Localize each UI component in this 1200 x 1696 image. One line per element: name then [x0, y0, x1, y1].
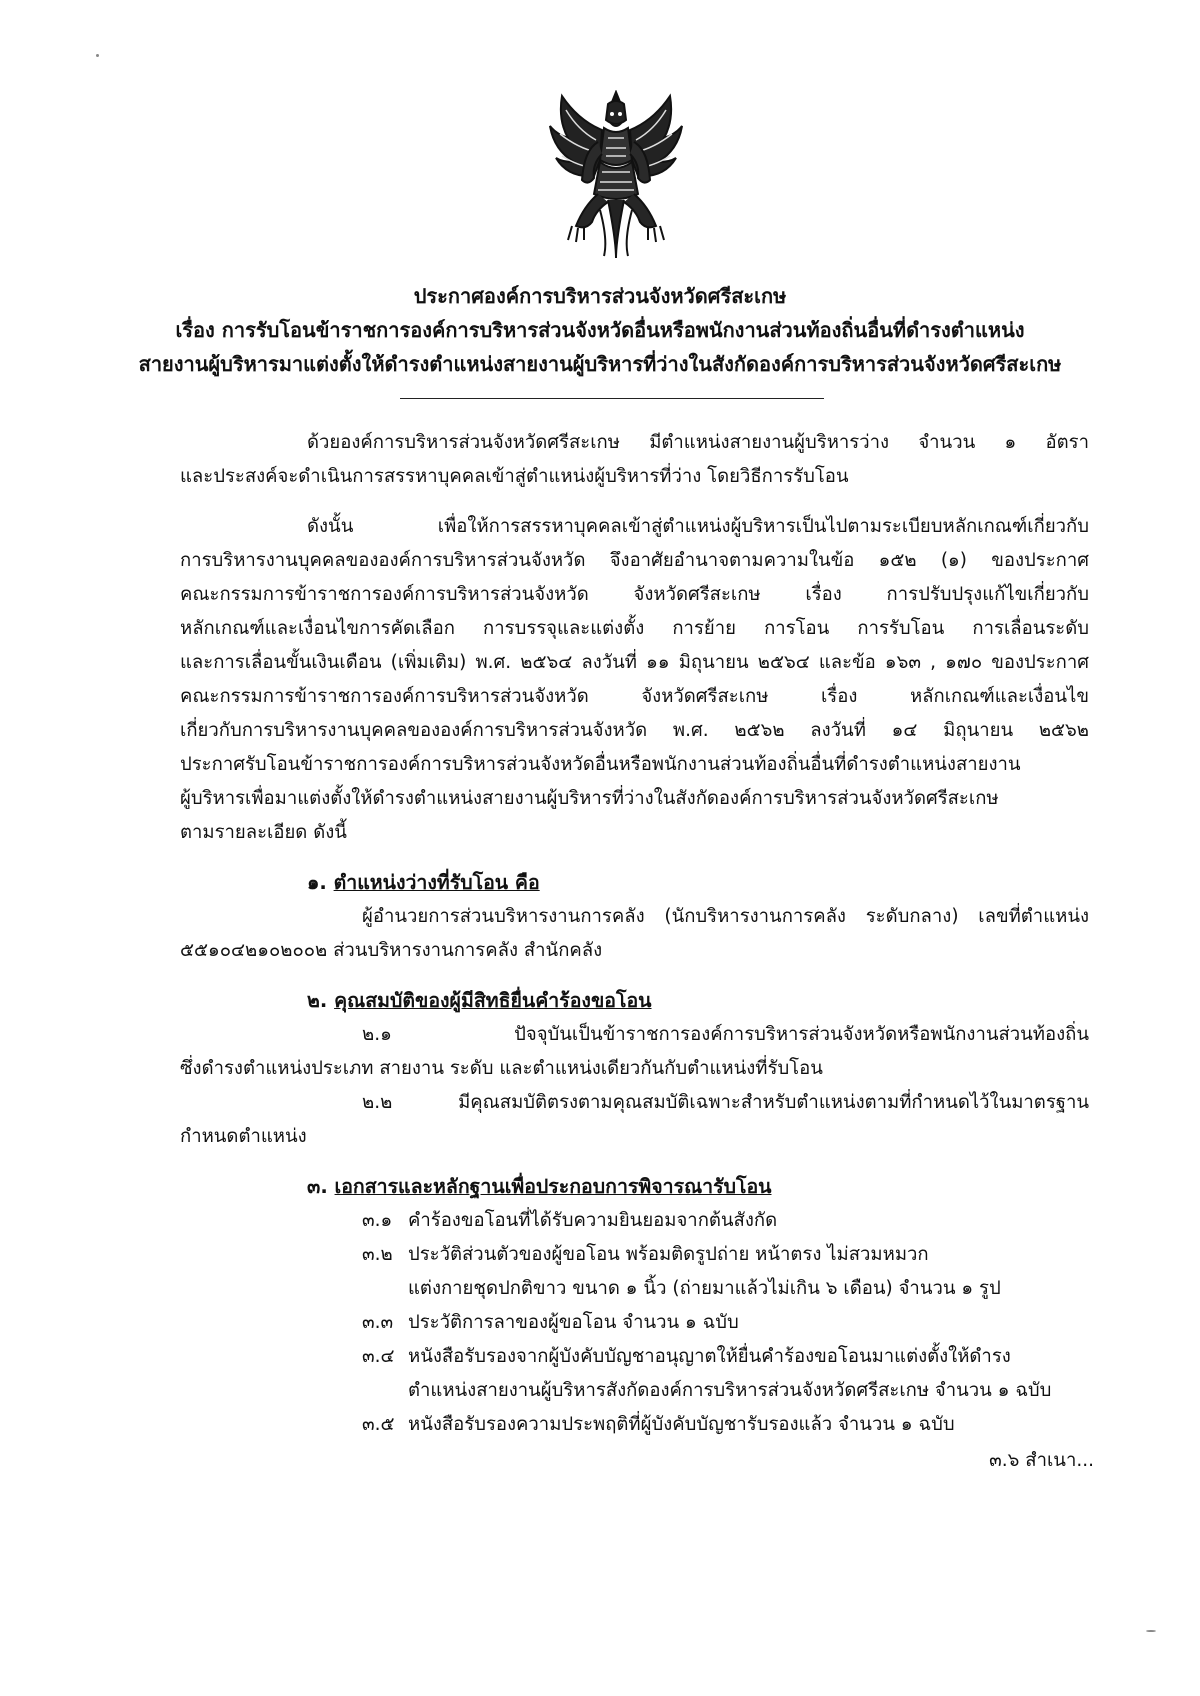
doc-item-text: ตำแหน่งสายงานผู้บริหารสังกัดองค์การบริหารส่วนจังหวัดศรีสะเกษ จำนวน ๑ ฉบับ	[408, 1380, 1052, 1401]
body-line: ตามรายละเอียด ดังนี้	[180, 822, 347, 843]
section-2-item-line: กำหนดตำแหน่ง	[180, 1126, 307, 1147]
doc-item-text: คำร้องขอโอนที่ได้รับความยินยอมจากต้นสังกัด	[408, 1210, 778, 1231]
body-line: ดังนั้น เพื่อให้การสรรหาบุคคลเข้าสู่ตำแหน่งผู้บริหารเป็นไปตามระเบียบหลักเกณฑ์เกี่ยวกับ	[307, 516, 1089, 537]
scan-speck	[96, 54, 99, 57]
body-line: ผู้บริหารเพื่อมาแต่งตั้งให้ดำรงตำแหน่งสายงานผู้บริหารที่ว่างในสังกัดองค์การบริหารส่วนจังหวัดศรีสะเกษ	[180, 788, 999, 809]
section-3-heading	[307, 1170, 772, 1204]
section-title: ตำแหน่งว่างที่รับโอน คือ	[333, 871, 540, 894]
body-line: หลักเกณฑ์และเงื่อนไขการคัดเลือก การบรรจุและแต่งตั้ง การย้าย การโอน การรับโอน การเลื่อนระดับ	[180, 618, 1089, 639]
section-2-item-line: ๒.๒ มีคุณสมบัติตรงตามคุณสมบัติเฉพาะสำหรับตำแหน่งตามที่กำหนดไว้ในมาตรฐาน	[362, 1092, 1089, 1113]
announcement-title: ประกาศองค์การบริหารส่วนจังหวัดศรีสะเกษ	[413, 284, 787, 308]
header-divider	[400, 398, 824, 399]
section-1-line: ๕๕๑๐๔๒๑๐๒๐๐๒ ส่วนบริหารงานการคลัง สำนักคลัง	[180, 940, 603, 961]
body-line: คณะกรรมการข้าราชการองค์การบริหารส่วนจังหวัด จังหวัดศรีสะเกษ เรื่อง หลักเกณฑ์และเงื่อนไข	[180, 686, 1089, 707]
section-title: เอกสารและหลักฐานเพื่อประกอบการพิจารณารับโอน	[334, 1175, 772, 1198]
section-number: ๒.	[307, 989, 328, 1012]
subject-line-2: สายงานผู้บริหารมาแต่งตั้งให้ดำรงตำแหน่งสายงานผู้บริหารที่ว่างในสังกัดองค์การบริหารส่วนจังหวัดศรีสะเกษ	[138, 352, 1062, 376]
doc-item-number: ๓.๔	[362, 1346, 395, 1367]
scan-speck	[1146, 1630, 1156, 1632]
section-2-item-line: ซึ่งดำรงตำแหน่งประเภท สายงาน ระดับ และตำแหน่งเดียวกันกับตำแหน่งที่รับโอน	[180, 1058, 823, 1079]
section-number: ๓.	[307, 1175, 328, 1198]
doc-item-number: ๓.๑	[362, 1210, 393, 1231]
doc-item-text: ประวัติการลาของผู้ขอโอน จำนวน ๑ ฉบับ	[408, 1312, 739, 1333]
doc-item-number: ๓.๒	[362, 1244, 393, 1265]
doc-item-text: ประวัติส่วนตัวของผู้ขอโอน พร้อมติดรูปถ่าย หน้าตรง ไม่สวมหมวก	[408, 1244, 929, 1265]
doc-item-text: แต่งกายชุดปกติขาว ขนาด ๑ นิ้ว (ถ่ายมาแล้วไม่เกิน ๖ เดือน) จำนวน ๑ รูป	[408, 1278, 1001, 1299]
section-1-line: ผู้อำนวยการส่วนบริหารงานการคลัง (นักบริหารงานการคลัง ระดับกลาง) เลขที่ตำแหน่ง	[362, 906, 1089, 927]
section-1-heading	[307, 866, 540, 900]
body-line: และการเลื่อนขั้นเงินเดือน (เพิ่มเติม) พ.ศ. ๒๕๖๔ ลงวันที่ ๑๑ มิถุนายน ๒๕๖๔ และข้อ ๑๖๓ , ๑๗๐ ของประกาศ	[180, 652, 1089, 673]
continuation-marker: ๓.๖ สำเนา...	[989, 1450, 1094, 1471]
doc-item-number: ๓.๕	[362, 1414, 395, 1435]
body-line: เกี่ยวกับการบริหารงานบุคคลขององค์การบริหารส่วนจังหวัด พ.ศ. ๒๕๖๒ ลงวันที่ ๑๔ มิถุนายน ๒๕๖๒	[180, 720, 1089, 741]
section-2-heading	[307, 984, 652, 1018]
doc-item-text: หนังสือรับรองจากผู้บังคับบัญชาอนุญาตให้ยื่นคำร้องขอโอนมาแต่งตั้งให้ดำรง	[408, 1346, 1011, 1367]
section-number: ๑.	[307, 871, 327, 894]
section-title: คุณสมบัติของผู้มีสิทธิยื่นคำร้องขอโอน	[334, 989, 652, 1012]
garuda-emblem-icon	[548, 90, 684, 262]
body-line: การบริหารงานบุคคลขององค์การบริหารส่วนจังหวัด จึงอาศัยอำนาจตามความในข้อ ๑๕๒ (๑) ของประกาศ	[180, 550, 1089, 571]
doc-item-number: ๓.๓	[362, 1312, 394, 1333]
body-line: คณะกรรมการข้าราชการองค์การบริหารส่วนจังหวัด จังหวัดศรีสะเกษ เรื่อง การปรับปรุงแก้ไขเกี่ยวกับ	[180, 584, 1089, 605]
intro-line: ด้วยองค์การบริหารส่วนจังหวัดศรีสะเกษ มีตำแหน่งสายงานผู้บริหารว่าง จำนวน ๑ อัตรา	[307, 432, 1089, 453]
section-2-item-line: ๒.๑ ปัจจุบันเป็นข้าราชการองค์การบริหารส่วนจังหวัดหรือพนักงานส่วนท้องถิ่น	[362, 1024, 1089, 1045]
body-line: ประกาศรับโอนข้าราชการองค์การบริหารส่วนจังหวัดอื่นหรือพนักงานส่วนท้องถิ่นอื่นที่ดำรงตำแหน่งสายงาน	[180, 754, 1021, 775]
intro-line: และประสงค์จะดำเนินการสรรหาบุคคลเข้าสู่ตำแหน่งผู้บริหารที่ว่าง โดยวิธีการรับโอน	[180, 466, 849, 487]
doc-item-text: หนังสือรับรองความประพฤติที่ผู้บังคับบัญชารับรองแล้ว จำนวน ๑ ฉบับ	[408, 1414, 955, 1435]
subject-line-1: เรื่อง การรับโอนข้าราชการองค์การบริหารส่วนจังหวัดอื่นหรือพนักงานส่วนท้องถิ่นอื่นที่ดำรงตำแหน่ง	[175, 318, 1025, 342]
